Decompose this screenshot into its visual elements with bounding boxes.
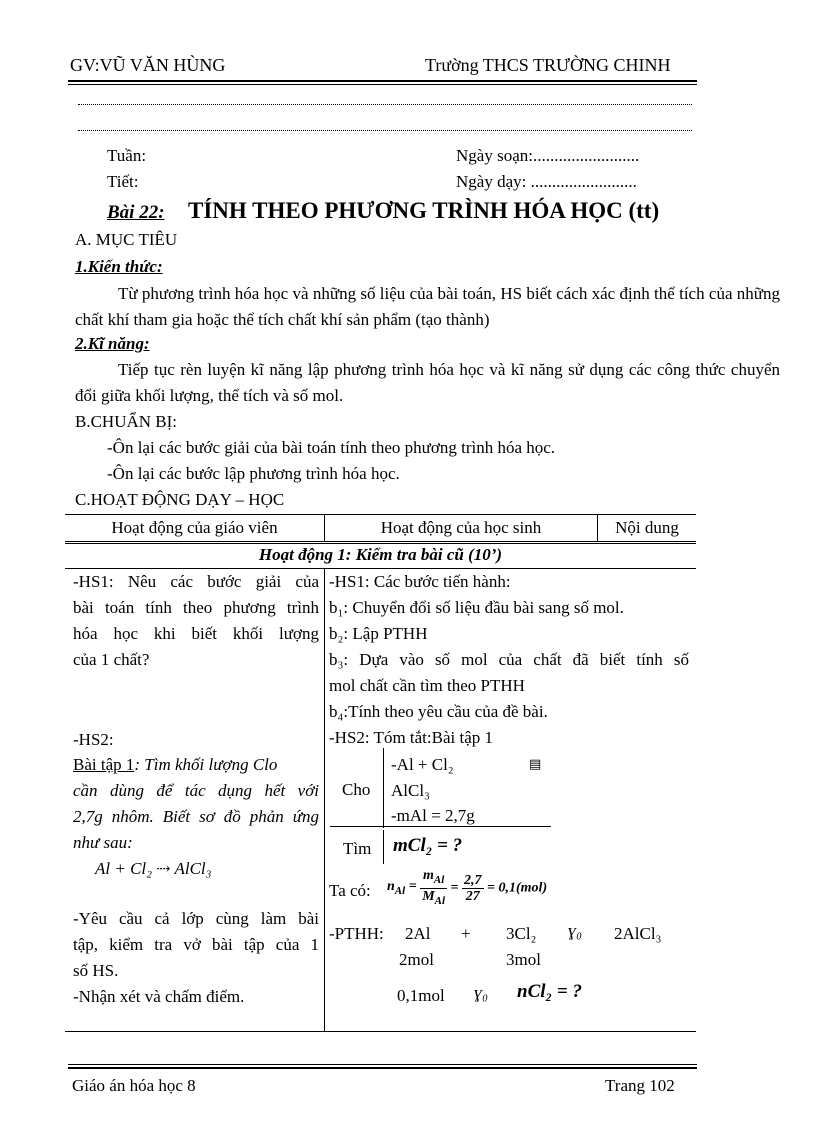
preparation-heading: B.CHUẨN BỊ: [75,412,178,431]
student-step: b₃: Dựa vào số mol của chất đã biết tính số [329,650,689,669]
skills-heading: 2.Kĩ năng: [75,334,150,353]
summary-divider [383,748,384,828]
student-step: b₁: Chuyển đổi số liệu đầu bài sang số mol. [329,598,624,617]
compute-prefix: Ta có: [329,881,371,900]
prep-date: Ngày soạn:......................... [456,146,640,165]
given-line: -mAl = 2,7g [391,806,475,825]
week-label: Tuần: [107,146,147,165]
fraction-numeric: $\frac{2,7}{27}$ [464,872,482,904]
equation-mole: 2mol [399,950,434,969]
exercise-line: : Tìm khối lượng Clo [134,755,278,774]
preparation-item: -Ôn lại các bước giải của bài toán tính theo phương trình hóa học. [107,438,556,457]
knowledge-text: Từ phương trình hóa học và những số liệu của bài toán, HS biết cách xác định thể tích của những chất khí tham gia hoặc thể tích chất khí sản phẩm (tạo thành) [75,284,780,329]
reaction-arrow-icon: ɣ₀ [474,983,489,1002]
equation-label: -PTHH: [329,924,384,943]
exercise-line: như sau: [73,833,133,852]
page-number: Trang 102 [605,1076,675,1095]
given-line: -Al + Cl₂ [391,755,454,774]
find-expression: mCl₂ = ? [393,835,463,856]
student-step: mol chất cần tìm theo PTHH [329,676,525,695]
dotted-line [78,130,692,131]
header-rule [68,80,697,82]
teacher-name: GV:VŨ VĂN HÙNG [70,55,226,75]
objectives-heading: A. MỤC TIÊU [75,230,178,249]
footer-rule [68,1067,697,1069]
teach-date: Ngày dạy: ......................... [456,172,637,191]
footer-rule-thin [68,1064,697,1065]
exercise-line: cần dùng để tác dụng hết với [73,781,319,800]
skills-text: Tiếp tục rèn luyện kĩ năng lập phương trình hóa học và kĩ năng sử dụng các công thức chuyển đổi giữa khối lượng, thể tích và số mol. [75,360,780,405]
lesson-number: Bài 22: [107,202,165,223]
student-step: b₂: Lập PTHH [329,624,428,643]
period-label: Tiết: [107,172,139,191]
mole-formula: $n_{Al}$ = $\frac{m_{Al}}{M_{Al}}$ = $\frac{2,7}{27}$ = 0,1(mol) [387,868,548,907]
equation-given: 0,1mol [397,986,445,1005]
grade-instruction: -Nhận xét và chấm điểm. [73,987,245,1006]
teacher-hs1-line: -HS1: Nêu các bước giải của [73,572,319,591]
reaction-scheme: Al + Cl₂ ⇢ AlCl₃ [95,859,212,878]
given-line: AlCl₃ [391,781,430,800]
column-header-teacher: Hoạt động của giáo viên [111,518,278,537]
equation-find: nCl₂ = ? [517,981,582,1002]
student-hs2-title: -HS2: Tóm tắt:Bài tập 1 [329,728,494,747]
task-line: số HS. [73,961,119,980]
header-rule-thin [68,84,697,85]
column-header-content: Nội dung [615,518,679,537]
school-name: Trường THCS TRƯỜNG CHINH [425,55,671,75]
student-step: b₄:Tính theo yêu cầu của đề bài. [329,702,548,721]
equation-mole: 3mol [506,950,541,969]
teacher-hs1-line: của 1 chất? [73,650,150,669]
task-line: -Yêu cầu cả lớp cùng làm bài [73,909,319,928]
student-hs1-title: -HS1: Các bước tiến hành: [329,572,511,591]
given-label: Cho [342,780,371,799]
summary-divider [383,830,384,864]
task-line: tập, kiểm tra vở bài tập của 1 [73,935,319,954]
fraction-symbolic: $\frac{m_{Al}}{M_{Al}}$ [422,868,446,907]
column-header-student: Hoạt động của học sinh [380,518,542,537]
exercise-line: 2,7g nhôm. Biết sơ đồ phản ứng [73,807,319,826]
dotted-line [78,104,692,105]
teacher-hs1-line: hóa học khi biết khối lượng [73,624,319,643]
table-border-bottom [65,1031,696,1032]
activities-heading: C.HOẠT ĐỘNG DẠY – HỌC [75,490,285,509]
equation-term: 2AlCl₃ [614,924,662,943]
exercise-label: Bài tập 1 [73,755,135,774]
teacher-hs1-line: bài toán tính theo phương trình [73,598,319,617]
find-label: Tìm [343,839,372,858]
lesson-title: TÍNH THEO PHƯƠNG TRÌNH HÓA HỌC (tt) [188,198,660,223]
equation-term: 2Al [405,924,431,943]
reaction-arrow-icon: ɣ₀ [568,921,583,940]
equation-term: 3Cl₂ [506,924,537,943]
compute-result: = 0,1(mol) [487,880,548,896]
knowledge-heading: 1.Kiến thức: [75,257,163,276]
section-title: Hoạt động 1: Kiểm tra bài cũ (10’) [258,545,503,564]
arrow-icon: ▤ [529,757,542,772]
teacher-hs2: -HS2: [73,730,114,749]
preparation-item: -Ôn lại các bước lập phương trình hóa học. [107,464,400,483]
footer-subject: Giáo án hóa học 8 [72,1076,196,1095]
table-divider [324,568,325,1031]
equation-term: + [461,924,471,943]
